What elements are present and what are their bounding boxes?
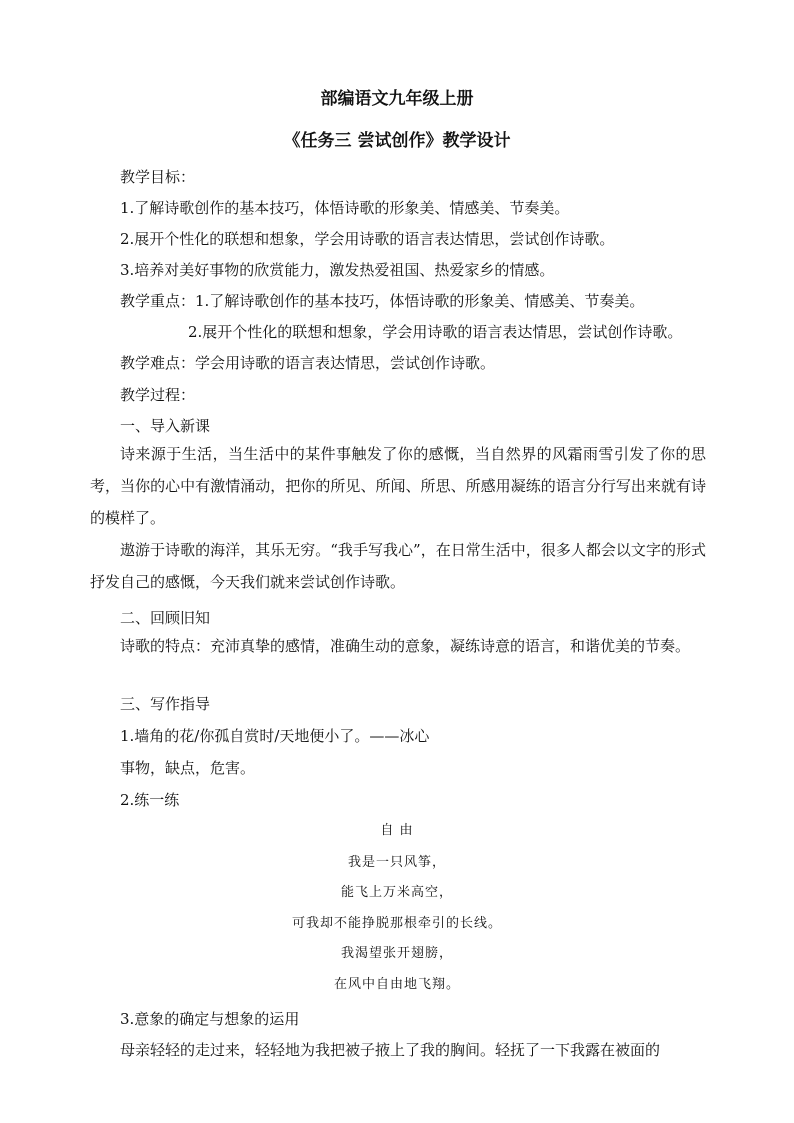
key-points: 教学重点：1.了解诗歌创作的基本技巧，体悟诗歌的形象美、情感美、节奏美。 (120, 292, 645, 310)
document-subtitle: 《任务三 尝试创作》教学设计 (283, 131, 511, 151)
document-title: 部编语文九年级上册 (320, 89, 474, 109)
guide-item: 1.墙角的花/你孤自赏时/天地便小了。——冰心 (120, 727, 430, 745)
difficulty: 教学难点：学会用诗歌的语言表达情思，尝试创作诗歌。 (120, 354, 496, 372)
goals-heading: 教学目标： (120, 168, 196, 186)
section-heading: 二、回顾旧知 (120, 609, 211, 627)
goal-item: 1.了解诗歌创作的基本技巧，体悟诗歌的形象美、情感美、节奏美。 (120, 199, 570, 217)
poem-line: 能飞上万米高空， (340, 885, 453, 900)
key-points-continued: 2.展开个性化的联想和想象，学会用诗歌的语言表达情思，尝试创作诗歌。 (188, 323, 683, 341)
poem-line: 在风中自由地飞翔。 (333, 977, 460, 992)
section-heading: 三、写作指导 (120, 695, 211, 713)
poem-line: 我渴望张开翅膀， (340, 946, 453, 961)
goal-item: 3.培养对美好事物的欣赏能力，激发热爱祖国、热爱家乡的情感。 (120, 261, 555, 279)
body-text: 母亲轻轻的走过来，轻轻地为我把被子掖上了我的胸间。轻抚了一下我露在被面的 (120, 1041, 661, 1059)
section-heading: 一、导入新课 (120, 417, 211, 435)
intro-paragraph: 遨游于诗歌的海洋，其乐无穷。“我手写我心”，在日常生活中，很多人都会以文字的形式抒发自己的感慨，今天我们就来尝试创作诗歌。 (90, 541, 706, 591)
poem-title: 自 由 (380, 823, 414, 838)
guide-item: 3.意象的确定与想象的运用 (120, 1010, 300, 1028)
guide-item: 2.练一练 (120, 791, 180, 809)
goal-item: 2.展开个性化的联想和想象，学会用诗歌的语言表达情思，尝试创作诗歌。 (120, 230, 615, 248)
poem-line: 可我却不能挣脱那根牵引的长线。 (291, 916, 502, 931)
process-heading: 教学过程： (120, 386, 196, 404)
guide-note: 事物，缺点，危害。 (120, 759, 256, 777)
poem-line: 我是一只风筝， (347, 855, 446, 870)
intro-paragraph: 诗来源于生活，当生活中的某件事触发了你的感慨，当自然界的风霜雨雪引发了你的思考，当你的心中有激情涌动，把你的所见、所闻、所思、所感用凝练的语言分行写出来就有诗的模样了。 (90, 445, 706, 527)
features-paragraph: 诗歌的特点：充沛真挚的感情，准确生动的意象，凝练诗意的语言，和谐优美的节奏。 (120, 637, 691, 655)
